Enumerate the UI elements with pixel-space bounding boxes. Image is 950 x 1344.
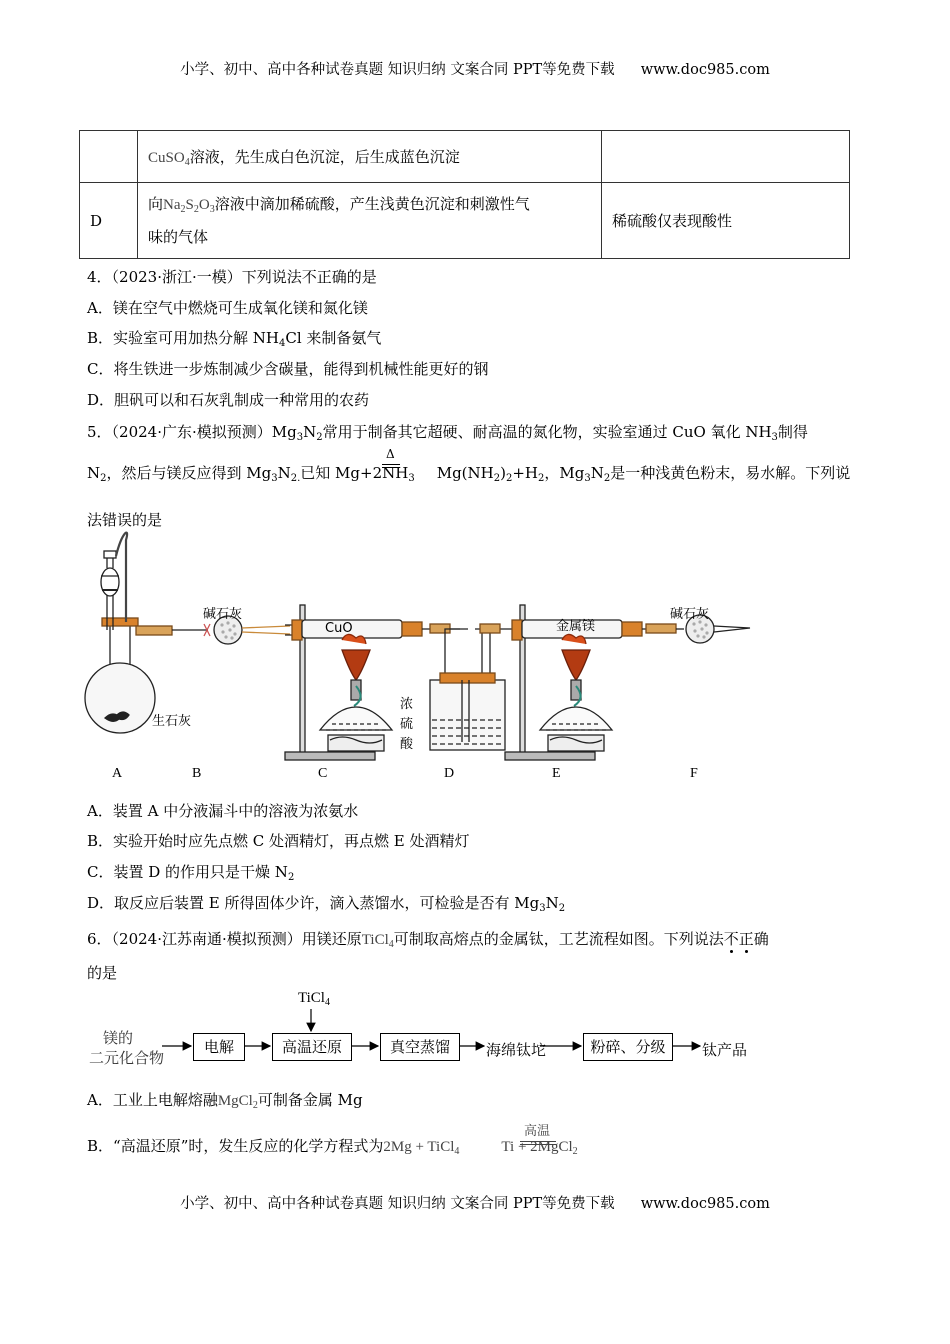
flow-step-distillation: 真空蒸馏 bbox=[380, 1033, 460, 1061]
label-cuo: CuO bbox=[325, 621, 353, 636]
footer-url[interactable]: www.doc985.com bbox=[640, 1196, 770, 1212]
q5-stem-line3: 法错误的是 bbox=[87, 511, 163, 529]
table-cell-conclusion bbox=[602, 131, 850, 183]
footer-text: 小学、初中、高中各种试卷真题 知识归纳 文案合同 PPT等免费下载 bbox=[180, 1196, 615, 1212]
table-cell-label: D bbox=[80, 183, 138, 259]
label-magnesium: 金属镁 bbox=[556, 619, 596, 634]
flow-input-line2: 二元化合物 bbox=[89, 1049, 165, 1067]
q4-option-d: D．胆矾可以和石灰乳制成一种常用的农药 bbox=[87, 391, 370, 409]
table-cell-label bbox=[80, 131, 138, 183]
flow-reagent: TiCl$_4$ bbox=[298, 990, 330, 1008]
flow-step-crush: 粉碎、分级 bbox=[583, 1033, 673, 1061]
q6-stem-line1: 6．（2024·江苏南通·模拟预测）用镁还原TiCl$_4$可制取高熔点的金属钛，工艺流程如图。下列说法不正确 bbox=[87, 930, 769, 950]
q6-option-a: A．工业上电解熔融MgCl$_2$可制备金属 Mg bbox=[87, 1091, 363, 1111]
table-row bbox=[80, 183, 850, 259]
label-acid-2: 硫 bbox=[400, 717, 414, 732]
flow-input-line1: 镁的 bbox=[103, 1029, 134, 1047]
q5-stem-line1: 5．（2024·广东·模拟预测）$Mg_3N_2$常用于制备其它超硬、耐高温的氮化物，实验室通过 CuO 氧化 $NH_3$制得 bbox=[87, 423, 808, 443]
q6-stem-line2: 的是 bbox=[87, 964, 118, 982]
label-quicklime: 生石灰 bbox=[152, 714, 192, 729]
table-row bbox=[80, 131, 850, 183]
answer-table bbox=[79, 130, 850, 259]
eq-line bbox=[520, 1141, 556, 1142]
label-acid-1: 浓 bbox=[400, 697, 414, 712]
eq-line bbox=[520, 1144, 556, 1145]
page-header bbox=[0, 58, 950, 79]
table-cell-content: CuSO$_4$溶液，先生成白色沉淀，后生成蓝色沉淀 bbox=[138, 131, 602, 183]
letter-c: C bbox=[318, 766, 328, 781]
q5-option-b: B．实验开始时应先点燃 C 处酒精灯，再点燃 E 处酒精灯 bbox=[87, 832, 470, 850]
flow-arrows bbox=[160, 1005, 720, 1055]
condition-high-temp: 高温 bbox=[524, 1123, 551, 1138]
label-soda-lime-f: 碱石灰 bbox=[670, 607, 710, 622]
delta-sign: Δ bbox=[386, 447, 395, 461]
flow-sponge-titanium: 海绵钛坨 bbox=[486, 1041, 547, 1059]
q5-option-c: C．装置 D 的作用只是干燥 $N_2$ bbox=[87, 863, 295, 883]
q4-option-a: A．镁在空气中燃烧可生成氧化镁和氮化镁 bbox=[87, 299, 368, 317]
q4-option-b: B．实验室可用加热分解 $NH_4Cl$ 来制备氨气 bbox=[87, 329, 382, 349]
flow-output: 钛产品 bbox=[702, 1041, 748, 1059]
flow-step-reduction: 高温还原 bbox=[272, 1033, 352, 1061]
page-footer bbox=[0, 1192, 950, 1213]
letter-d: D bbox=[444, 766, 455, 781]
washing-bottle-d bbox=[430, 629, 505, 750]
q4-option-c: C．将生铁进一步炼制减少含碳量，能得到机械性能更好的钢 bbox=[87, 360, 489, 378]
q4-stem: 4．（2023·浙江·一模）下列说法不正确的是 bbox=[87, 268, 377, 286]
letter-b: B bbox=[192, 766, 202, 781]
q5-stem-line2: $N_2$，然后与镁反应得到 $Mg_3N_{2.}$已知 $Mg+2NH_3$ $Mg(NH_2)_2+H_2$，$Mg_3N_2$是一种浅黄色粉末，易水解。下列说 bbox=[87, 464, 851, 484]
letter-e: E bbox=[552, 766, 561, 781]
label-soda-lime-b: 碱石灰 bbox=[203, 607, 243, 622]
table-cell-content: 向$Na_2S_2O_3$溶液中滴加稀硫酸，产生浅黄色沉淀和刺激性气 味的气体 bbox=[138, 183, 602, 259]
header-text: 小学、初中、高中各种试卷真题 知识归纳 文案合同 PPT等免费下载 bbox=[180, 62, 615, 78]
header-url[interactable]: www.doc985.com bbox=[640, 62, 770, 78]
label-acid-3: 酸 bbox=[400, 737, 414, 752]
q5-option-a: A．装置 A 中分液漏斗中的溶液为浓氨水 bbox=[87, 802, 359, 820]
letter-f: F bbox=[690, 766, 698, 781]
apparatus-diagram bbox=[80, 530, 770, 785]
table-cell-conclusion: 稀硫酸仅表现酸性 bbox=[602, 183, 850, 259]
q6-option-b: B．“高温还原”时，发生反应的化学方程式为2Mg + TiCl$_4$ Ti + 2MgCl$_2$ bbox=[87, 1137, 578, 1157]
rubber-tube bbox=[136, 626, 172, 635]
q5-option-d: D．取反应后装置 E 所得固体少许，滴入蒸馏水，可检验是否有 $Mg_3N_2$ bbox=[87, 894, 566, 914]
flow-step-electrolysis: 电解 bbox=[193, 1033, 245, 1061]
letter-a: A bbox=[112, 766, 123, 781]
